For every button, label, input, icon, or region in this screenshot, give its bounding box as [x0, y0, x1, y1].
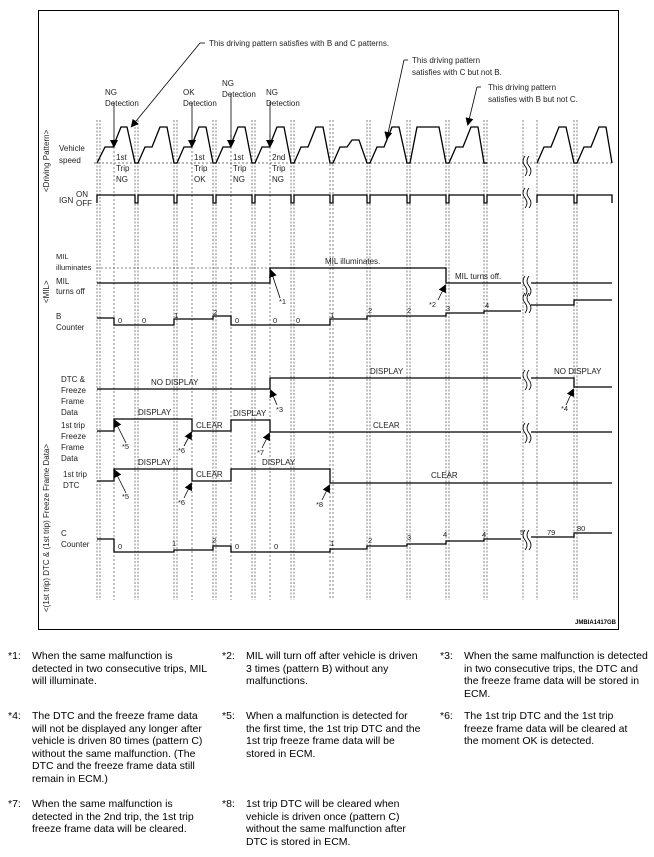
svg-text:3: 3: [407, 533, 412, 542]
trip-1-b: Trip: [116, 164, 130, 173]
section-mil: <MIL>: [42, 280, 51, 303]
detection-3-a: NG: [222, 79, 234, 88]
svg-text:2: 2: [213, 308, 218, 317]
svg-text:2: 2: [368, 536, 373, 545]
svg-text:*7: *7: [257, 448, 265, 457]
label-fftrip-4: Data: [61, 454, 78, 463]
svg-text:*6: *6: [178, 498, 186, 507]
section-first-trip: <(1st trip) DTC & (1st trip) Freeze Frame Data>: [42, 443, 51, 612]
state-mil-turns-off: MIL turns off.: [455, 272, 502, 281]
callout-b-not-c-2: satisfies with B but not C.: [488, 95, 578, 104]
trip-3-a: 1st: [233, 153, 244, 162]
diagram-code: JMBIA1417GB: [575, 620, 617, 626]
section-driving-pattern: <Driving Pattern>: [42, 129, 51, 192]
footnote-3: *3: When the same malfunction is detected in two consecutive trips, the DTC and the freeze frame data will be stored in ECM.: [440, 650, 648, 700]
footnote-7: *7: When the same malfunction is detected in the 2nd trip, the 1st trip freeze frame data will be cleared.: [8, 798, 194, 836]
footnote-markers: [122, 297, 568, 509]
trip-3-c: NG: [233, 175, 245, 184]
label-ign-on: ON: [76, 190, 88, 199]
svg-text:0: 0: [118, 316, 123, 325]
callout-c-not-b-1: This driving pattern: [412, 56, 481, 65]
label-ign-off: OFF: [76, 199, 92, 208]
label-dtctrip-2: DTC: [63, 481, 80, 490]
callout-c-not-b-2: satisfies with C but not B.: [412, 68, 502, 77]
svg-text:*5: *5: [122, 492, 130, 501]
svg-text:80: 80: [577, 524, 586, 533]
state-ffd-display-1: DISPLAY: [138, 408, 172, 417]
svg-text:*3: *3: [276, 405, 284, 414]
svg-text:2: 2: [212, 536, 217, 545]
svg-text:0: 0: [273, 316, 278, 325]
label-vehicle: Vehicle: [59, 144, 85, 153]
svg-text:2: 2: [368, 306, 373, 315]
label-b-counter: Counter: [56, 323, 85, 332]
label-mil-2: MIL: [56, 277, 70, 286]
svg-text:4: 4: [443, 530, 448, 539]
detection-1-a: NG: [105, 88, 117, 97]
label-dtc-4: Data: [61, 408, 78, 417]
svg-text:*8: *8: [316, 500, 324, 509]
trip-boundary-lines: [97, 120, 577, 600]
label-fftrip-1: 1st trip: [61, 421, 86, 430]
state-mil-illuminates: MIL illuminates.: [325, 257, 381, 266]
callout-b-and-c: This driving pattern satisfies with B and C patterns.: [209, 39, 390, 48]
svg-text:*2: *2: [429, 300, 437, 309]
label-dtc-2: Freeze: [61, 386, 86, 395]
break-marks: [523, 156, 531, 550]
state-dtc-clear-2: CLEAR: [431, 471, 458, 480]
state-dtc-clear-1: CLEAR: [196, 470, 223, 479]
detection-lines: [114, 120, 333, 600]
svg-text:2: 2: [407, 306, 412, 315]
svg-text:0: 0: [142, 316, 147, 325]
label-dtctrip-1: 1st trip: [63, 470, 88, 479]
state-display-dtc: DISPLAY: [370, 367, 404, 376]
svg-text:1: 1: [330, 539, 335, 548]
ign-waveform: [97, 195, 612, 203]
trip-2-a: 1st: [194, 153, 205, 162]
svg-text:*4: *4: [561, 404, 569, 413]
label-b: B: [56, 312, 62, 321]
label-fftrip-3: Frame: [61, 443, 85, 452]
svg-text:*5: *5: [122, 442, 130, 451]
detection-4-a: NG: [266, 88, 278, 97]
c-counter-values: [118, 524, 585, 551]
state-dtc-display-2: DISPLAY: [262, 458, 296, 467]
footnote-4: *4: The DTC and the freeze frame data will not be displayed any longer after vehicle is driven 80 times (pattern C) without the same malfunction. (The DTC and the freeze frame data still remain in ECM.): [8, 710, 203, 785]
trip-1-c: NG: [116, 175, 128, 184]
state-ffd-clear-1: CLEAR: [196, 421, 223, 430]
trip-3-b: Trip: [233, 164, 247, 173]
trip-2-c: OK: [194, 175, 206, 184]
trip-1-a: 1st: [116, 153, 127, 162]
label-c: C: [61, 529, 67, 538]
svg-text:0: 0: [274, 542, 279, 551]
detection-1-b: Detection: [105, 99, 139, 108]
svg-text:4: 4: [482, 530, 487, 539]
footnote-8: *8: 1st trip DTC will be cleared when vehicle is driven once (pattern C) without the same malfunction after DTC is stored in ECM.: [222, 798, 406, 848]
svg-text:*6: *6: [178, 446, 186, 455]
state-ffd-display-2: DISPLAY: [233, 409, 267, 418]
label-dtc-1: DTC &: [61, 375, 85, 384]
svg-text:79: 79: [547, 528, 556, 537]
svg-text:1: 1: [174, 311, 179, 320]
footnote-2: *2: MIL will turn off after vehicle is driven 3 times (pattern B) without any malfunctions.: [222, 650, 418, 688]
callout-b-not-c-1: This driving pattern: [488, 83, 557, 92]
svg-text:1: 1: [172, 539, 177, 548]
svg-text:0: 0: [118, 542, 123, 551]
label-speed: speed: [59, 156, 81, 165]
svg-text:*1: *1: [279, 297, 287, 306]
label-ign: IGN: [59, 196, 74, 205]
label-mil-1: MIL: [56, 252, 69, 261]
label-illuminates: illuminates: [56, 263, 92, 272]
footnote-6: *6: The 1st trip DTC and the 1st trip freeze frame data will be cleared at the moment OK is detected.: [440, 710, 628, 748]
svg-text:3: 3: [446, 304, 451, 313]
state-ffd-clear-2: CLEAR: [373, 421, 400, 430]
state-no-display-2: NO DISPLAY: [554, 367, 602, 376]
footnote-5: *5: When a malfunction is detected for the first time, the 1st trip DTC and the 1st trip freeze frame data will be stored in ECM.: [222, 710, 421, 760]
svg-text:4: 4: [485, 301, 490, 310]
svg-text:5: 5: [520, 528, 525, 537]
trip-4-a: 2nd: [272, 153, 286, 162]
trip-4-b: Trip: [272, 164, 286, 173]
label-fftrip-2: Freeze: [61, 432, 86, 441]
state-dtc-display-1: DISPLAY: [138, 458, 172, 467]
svg-text:0: 0: [235, 542, 240, 551]
detection-4-b: Detection: [266, 99, 300, 108]
detection-3-b: Detection: [222, 90, 256, 99]
detection-2-a: OK: [183, 88, 195, 97]
svg-text:0: 0: [235, 316, 240, 325]
label-turns-off: turns off: [56, 287, 85, 296]
trip-2-b: Trip: [194, 164, 208, 173]
state-no-display: NO DISPLAY: [151, 378, 199, 387]
label-dtc-3: Frame: [61, 397, 85, 406]
detection-2-b: Detection: [183, 99, 217, 108]
footnote-1: *1: When the same malfunction is detected in two consecutive trips, MIL will illuminate.: [8, 650, 207, 688]
trip-4-c: NG: [272, 175, 284, 184]
svg-text:0: 0: [296, 316, 301, 325]
svg-text:1: 1: [330, 311, 335, 320]
label-c-counter: Counter: [61, 540, 90, 549]
